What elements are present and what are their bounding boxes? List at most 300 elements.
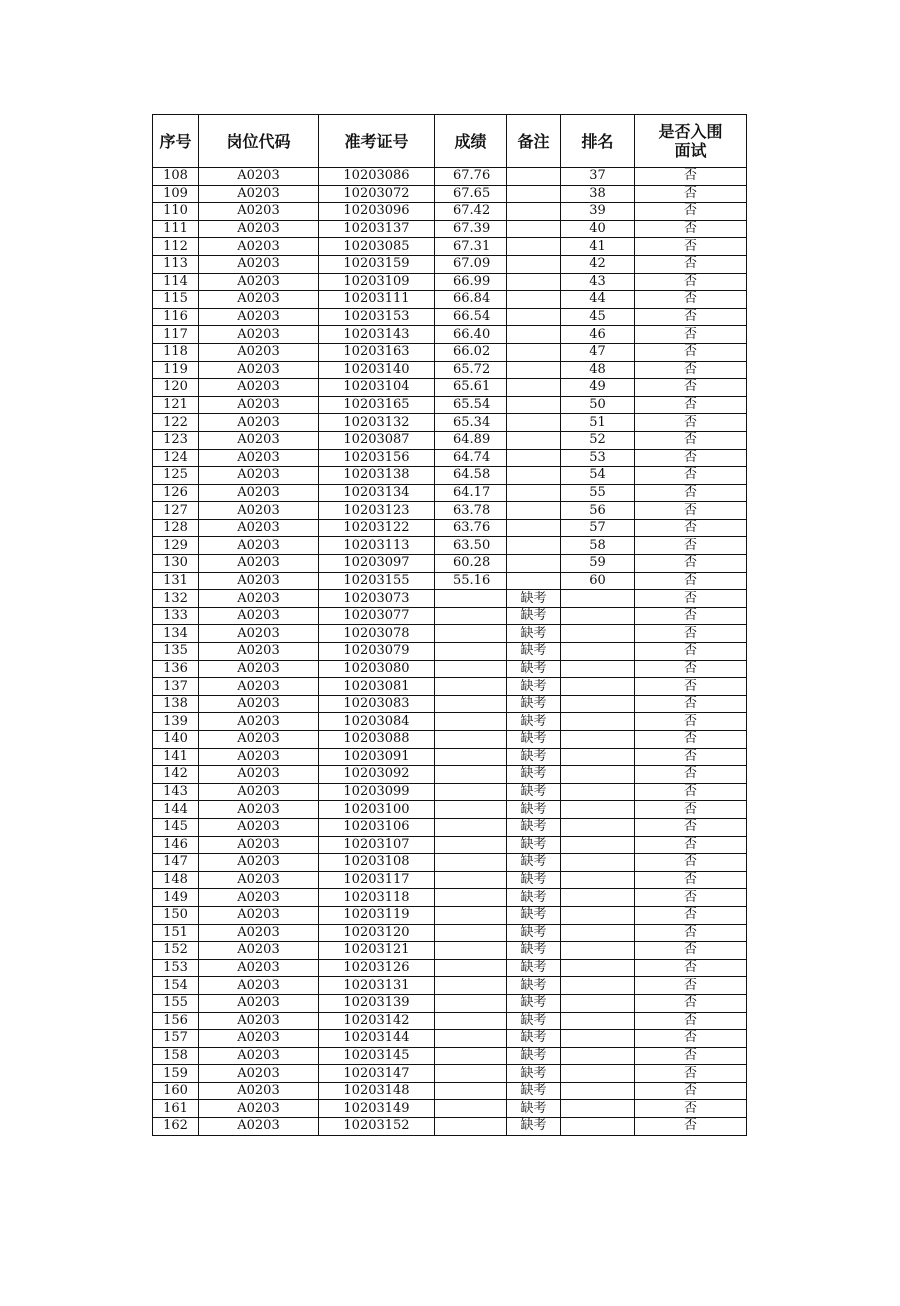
note-cell: 缺考 [507,731,561,749]
note-cell [507,203,561,221]
note-cell: 缺考 [507,871,561,889]
table-row [153,220,747,238]
note-cell [507,273,561,291]
shortlisted-cell: 否 [635,414,747,432]
header-shortlisted: 是否入围面试 [635,115,747,168]
ticket-number-cell: 10203072 [319,185,435,203]
serial-cell: 109 [153,185,199,203]
ticket-number-cell: 10203118 [319,889,435,907]
shortlisted-cell: 否 [635,1030,747,1048]
ticket-number-cell: 10203126 [319,959,435,977]
position-code-cell: A0203 [199,519,319,537]
note-cell [507,291,561,309]
serial-cell: 155 [153,994,199,1012]
table-row [153,871,747,889]
score-cell: 66.40 [435,326,507,344]
table-row [153,643,747,661]
serial-cell: 143 [153,783,199,801]
position-code-cell: A0203 [199,695,319,713]
score-cell: 66.54 [435,308,507,326]
rank-cell [561,1065,635,1083]
position-code-cell: A0203 [199,396,319,414]
ticket-number-cell: 10203156 [319,449,435,467]
table-row [153,396,747,414]
ticket-number-cell: 10203085 [319,238,435,256]
position-code-cell: A0203 [199,906,319,924]
score-cell [435,889,507,907]
table-row [153,783,747,801]
ticket-number-cell: 10203117 [319,871,435,889]
table-row [153,942,747,960]
shortlisted-cell: 否 [635,1100,747,1118]
note-cell: 缺考 [507,959,561,977]
serial-cell: 122 [153,414,199,432]
table-row [153,959,747,977]
rank-cell [561,643,635,661]
position-code-cell: A0203 [199,255,319,273]
position-code-cell: A0203 [199,660,319,678]
table-row [153,678,747,696]
shortlisted-cell: 否 [635,836,747,854]
shortlisted-cell: 否 [635,519,747,537]
rank-cell: 48 [561,361,635,379]
position-code-cell: A0203 [199,783,319,801]
score-cell [435,607,507,625]
shortlisted-cell: 否 [635,255,747,273]
note-cell [507,343,561,361]
table-row [153,1047,747,1065]
score-cell: 64.89 [435,431,507,449]
position-code-cell: A0203 [199,343,319,361]
rank-cell: 47 [561,343,635,361]
serial-cell: 151 [153,924,199,942]
shortlisted-cell: 否 [635,959,747,977]
shortlisted-cell: 否 [635,467,747,485]
shortlisted-cell: 否 [635,203,747,221]
rank-cell: 37 [561,168,635,186]
note-cell: 缺考 [507,766,561,784]
table-row [153,502,747,520]
table-body [153,168,747,1136]
shortlisted-cell: 否 [635,625,747,643]
score-cell: 66.99 [435,273,507,291]
table-row [153,924,747,942]
shortlisted-cell: 否 [635,678,747,696]
table-row [153,906,747,924]
ticket-number-cell: 10203147 [319,1065,435,1083]
serial-cell: 110 [153,203,199,221]
ticket-number-cell: 10203081 [319,678,435,696]
table-row [153,994,747,1012]
ticket-number-cell: 10203084 [319,713,435,731]
note-cell: 缺考 [507,1118,561,1136]
note-cell: 缺考 [507,607,561,625]
shortlisted-cell: 否 [635,871,747,889]
score-cell [435,836,507,854]
position-code-cell: A0203 [199,1030,319,1048]
rank-cell [561,836,635,854]
note-cell [507,396,561,414]
note-cell: 缺考 [507,942,561,960]
rank-cell: 40 [561,220,635,238]
serial-cell: 132 [153,590,199,608]
note-cell [507,537,561,555]
note-cell [507,168,561,186]
position-code-cell: A0203 [199,238,319,256]
score-cell [435,590,507,608]
shortlisted-cell: 否 [635,220,747,238]
note-cell: 缺考 [507,1100,561,1118]
score-cell: 63.78 [435,502,507,520]
header-score: 成绩 [435,115,507,168]
rank-cell [561,660,635,678]
position-code-cell: A0203 [199,1065,319,1083]
rank-cell [561,889,635,907]
table-header [153,115,747,168]
score-cell [435,1100,507,1118]
serial-cell: 124 [153,449,199,467]
table-row [153,467,747,485]
score-cell [435,801,507,819]
ticket-number-cell: 10203165 [319,396,435,414]
rank-cell [561,607,635,625]
rank-cell: 41 [561,238,635,256]
table-row [153,695,747,713]
score-cell: 63.76 [435,519,507,537]
position-code-cell: A0203 [199,1012,319,1030]
score-cell: 67.65 [435,185,507,203]
ticket-number-cell: 10203148 [319,1082,435,1100]
note-cell [507,220,561,238]
position-code-cell: A0203 [199,1082,319,1100]
score-cell: 67.09 [435,255,507,273]
ticket-number-cell: 10203159 [319,255,435,273]
rank-cell: 50 [561,396,635,414]
note-cell [507,572,561,590]
score-cell [435,678,507,696]
serial-cell: 145 [153,818,199,836]
rank-cell [561,1030,635,1048]
table-row [153,308,747,326]
ticket-number-cell: 10203097 [319,555,435,573]
note-cell: 缺考 [507,801,561,819]
rank-cell: 52 [561,431,635,449]
shortlisted-cell: 否 [635,994,747,1012]
note-cell: 缺考 [507,906,561,924]
rank-cell [561,994,635,1012]
rank-cell [561,783,635,801]
table-row [153,273,747,291]
table-row [153,1012,747,1030]
rank-cell: 58 [561,537,635,555]
rank-cell [561,1012,635,1030]
note-cell [507,255,561,273]
rank-cell [561,977,635,995]
serial-cell: 118 [153,343,199,361]
rank-cell: 56 [561,502,635,520]
shortlisted-cell: 否 [635,484,747,502]
results-table [152,114,747,1136]
table-row [153,1118,747,1136]
ticket-number-cell: 10203163 [319,343,435,361]
table-row [153,484,747,502]
score-cell: 60.28 [435,555,507,573]
note-cell: 缺考 [507,854,561,872]
table-row [153,1082,747,1100]
serial-cell: 127 [153,502,199,520]
shortlisted-cell: 否 [635,660,747,678]
position-code-cell: A0203 [199,924,319,942]
serial-cell: 114 [153,273,199,291]
serial-cell: 147 [153,854,199,872]
note-cell: 缺考 [507,748,561,766]
note-cell [507,361,561,379]
serial-cell: 119 [153,361,199,379]
shortlisted-cell: 否 [635,431,747,449]
position-code-cell: A0203 [199,625,319,643]
serial-cell: 108 [153,168,199,186]
serial-cell: 116 [153,308,199,326]
score-cell [435,731,507,749]
shortlisted-cell: 否 [635,801,747,819]
position-code-cell: A0203 [199,203,319,221]
rank-cell: 46 [561,326,635,344]
rank-cell: 59 [561,555,635,573]
header-note: 备注 [507,115,561,168]
table-row [153,431,747,449]
table-row [153,414,747,432]
position-code-cell: A0203 [199,273,319,291]
serial-cell: 136 [153,660,199,678]
score-cell [435,818,507,836]
serial-cell: 148 [153,871,199,889]
ticket-number-cell: 10203113 [319,537,435,555]
shortlisted-cell: 否 [635,238,747,256]
rank-cell [561,801,635,819]
position-code-cell: A0203 [199,379,319,397]
rank-cell [561,731,635,749]
note-cell: 缺考 [507,889,561,907]
serial-cell: 117 [153,326,199,344]
note-cell: 缺考 [507,1082,561,1100]
serial-cell: 160 [153,1082,199,1100]
score-cell: 67.42 [435,203,507,221]
table-row [153,555,747,573]
serial-cell: 135 [153,643,199,661]
table-row [153,1100,747,1118]
table-row [153,343,747,361]
score-cell [435,977,507,995]
score-cell [435,942,507,960]
note-cell [507,414,561,432]
rank-cell: 38 [561,185,635,203]
ticket-number-cell: 10203153 [319,308,435,326]
rank-cell [561,1118,635,1136]
rank-cell [561,713,635,731]
position-code-cell: A0203 [199,502,319,520]
serial-cell: 144 [153,801,199,819]
note-cell: 缺考 [507,713,561,731]
serial-cell: 113 [153,255,199,273]
ticket-number-cell: 10203137 [319,220,435,238]
position-code-cell: A0203 [199,994,319,1012]
header-position-code: 岗位代码 [199,115,319,168]
table-row [153,449,747,467]
score-cell: 65.54 [435,396,507,414]
serial-cell: 142 [153,766,199,784]
ticket-number-cell: 10203122 [319,519,435,537]
position-code-cell: A0203 [199,431,319,449]
serial-cell: 121 [153,396,199,414]
shortlisted-cell: 否 [635,731,747,749]
serial-cell: 125 [153,467,199,485]
position-code-cell: A0203 [199,942,319,960]
serial-cell: 150 [153,906,199,924]
position-code-cell: A0203 [199,291,319,309]
serial-cell: 138 [153,695,199,713]
score-cell: 65.72 [435,361,507,379]
score-cell: 63.50 [435,537,507,555]
position-code-cell: A0203 [199,889,319,907]
ticket-number-cell: 10203149 [319,1100,435,1118]
table-row [153,748,747,766]
ticket-number-cell: 10203143 [319,326,435,344]
score-cell: 64.58 [435,467,507,485]
rank-cell: 53 [561,449,635,467]
position-code-cell: A0203 [199,748,319,766]
shortlisted-cell: 否 [635,396,747,414]
serial-cell: 162 [153,1118,199,1136]
table-row [153,326,747,344]
ticket-number-cell: 10203145 [319,1047,435,1065]
table-row [153,361,747,379]
table-row [153,1065,747,1083]
rank-cell [561,678,635,696]
position-code-cell: A0203 [199,220,319,238]
table-row [153,519,747,537]
serial-cell: 141 [153,748,199,766]
ticket-number-cell: 10203100 [319,801,435,819]
ticket-number-cell: 10203155 [319,572,435,590]
position-code-cell: A0203 [199,818,319,836]
serial-cell: 161 [153,1100,199,1118]
ticket-number-cell: 10203080 [319,660,435,678]
note-cell: 缺考 [507,1012,561,1030]
position-code-cell: A0203 [199,977,319,995]
score-cell: 64.74 [435,449,507,467]
rank-cell: 42 [561,255,635,273]
ticket-number-cell: 10203073 [319,590,435,608]
shortlisted-cell: 否 [635,818,747,836]
serial-cell: 156 [153,1012,199,1030]
ticket-number-cell: 10203108 [319,854,435,872]
serial-cell: 120 [153,379,199,397]
shortlisted-cell: 否 [635,308,747,326]
shortlisted-cell: 否 [635,449,747,467]
score-cell [435,1047,507,1065]
table-row [153,572,747,590]
score-cell [435,1118,507,1136]
ticket-number-cell: 10203142 [319,1012,435,1030]
ticket-number-cell: 10203088 [319,731,435,749]
rank-cell [561,871,635,889]
serial-cell: 126 [153,484,199,502]
ticket-number-cell: 10203120 [319,924,435,942]
table-row [153,977,747,995]
table-row [153,291,747,309]
position-code-cell: A0203 [199,713,319,731]
table-row [153,238,747,256]
shortlisted-cell: 否 [635,168,747,186]
score-cell [435,854,507,872]
note-cell [507,238,561,256]
table-row [153,731,747,749]
shortlisted-cell: 否 [635,361,747,379]
note-cell: 缺考 [507,818,561,836]
shortlisted-cell: 否 [635,185,747,203]
note-cell: 缺考 [507,660,561,678]
serial-cell: 158 [153,1047,199,1065]
score-cell: 64.17 [435,484,507,502]
rank-cell [561,625,635,643]
serial-cell: 152 [153,942,199,960]
score-cell [435,994,507,1012]
table-row [153,818,747,836]
note-cell: 缺考 [507,643,561,661]
score-cell: 67.39 [435,220,507,238]
shortlisted-cell: 否 [635,555,747,573]
note-cell [507,379,561,397]
serial-cell: 133 [153,607,199,625]
score-cell [435,766,507,784]
position-code-cell: A0203 [199,326,319,344]
shortlisted-cell: 否 [635,537,747,555]
shortlisted-cell: 否 [635,572,747,590]
shortlisted-cell: 否 [635,643,747,661]
rank-cell: 43 [561,273,635,291]
rank-cell [561,695,635,713]
rank-cell: 44 [561,291,635,309]
position-code-cell: A0203 [199,766,319,784]
header-rank: 排名 [561,115,635,168]
ticket-number-cell: 10203121 [319,942,435,960]
serial-cell: 157 [153,1030,199,1048]
shortlisted-cell: 否 [635,854,747,872]
serial-cell: 146 [153,836,199,854]
table-row [153,255,747,273]
table-row [153,836,747,854]
score-cell [435,625,507,643]
shortlisted-cell: 否 [635,1118,747,1136]
shortlisted-cell: 否 [635,1047,747,1065]
score-cell [435,695,507,713]
position-code-cell: A0203 [199,168,319,186]
score-cell [435,871,507,889]
note-cell: 缺考 [507,994,561,1012]
rank-cell [561,854,635,872]
score-cell: 66.84 [435,291,507,309]
rank-cell: 51 [561,414,635,432]
serial-cell: 134 [153,625,199,643]
table-row [153,1030,747,1048]
rank-cell [561,942,635,960]
position-code-cell: A0203 [199,555,319,573]
ticket-number-cell: 10203096 [319,203,435,221]
note-cell [507,431,561,449]
note-cell [507,484,561,502]
position-code-cell: A0203 [199,308,319,326]
shortlisted-cell: 否 [635,783,747,801]
